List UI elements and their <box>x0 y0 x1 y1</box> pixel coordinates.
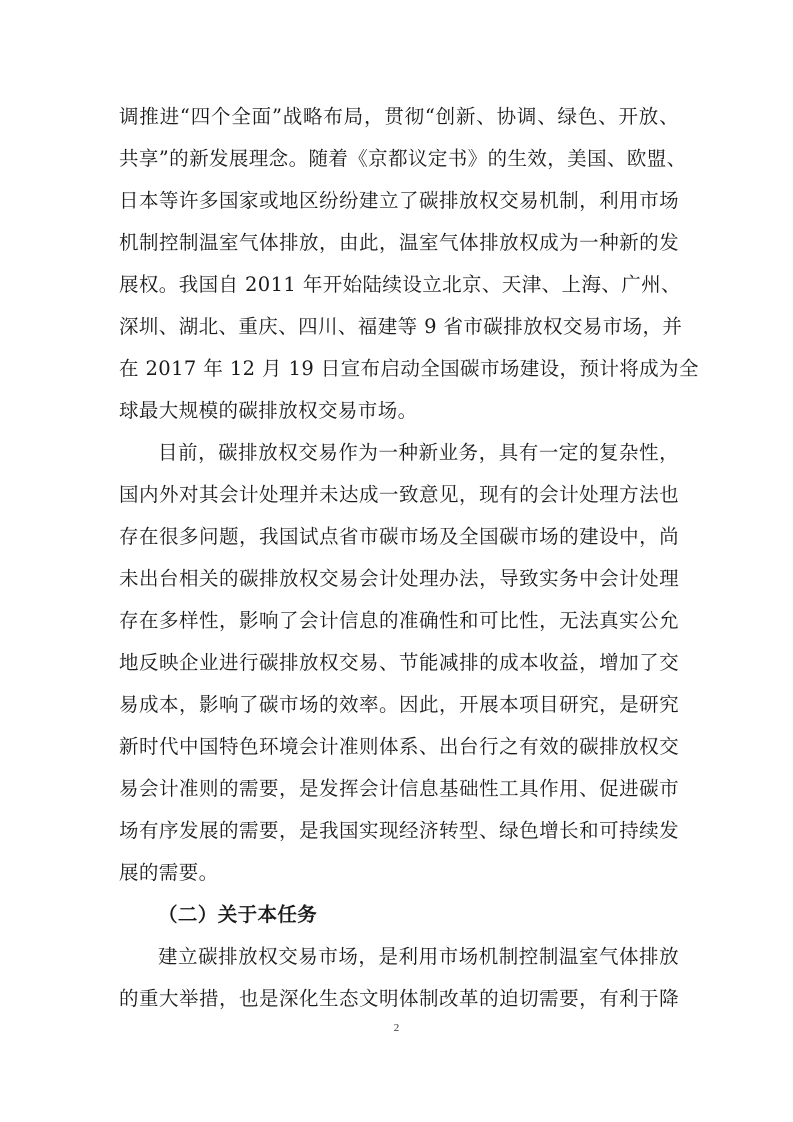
paragraph-line: 易会计准则的需要，是发挥会计信息基础性工具作用、促进碳市 <box>119 777 679 800</box>
paragraph-line: 在 2017 年 12 月 19 日宣布启动全国碳市场建设，预计将成为全 <box>119 357 699 380</box>
paragraph-line: 目前，碳排放权交易作为一种新业务，具有一定的复杂性， <box>158 441 679 464</box>
paragraph-line: 深圳、湖北、重庆、四川、福建等 9 省市碳排放权交易市场，并 <box>119 315 683 338</box>
paragraph-line: 球最大规模的碳排放权交易市场。 <box>119 399 418 422</box>
paragraph-line: 展的需要。 <box>119 861 219 884</box>
section-heading: （二）关于本任务 <box>158 903 318 926</box>
paragraph-line: 的重大举措，也是深化生态文明体制改革的迫切需要，有利于降 <box>119 987 679 1010</box>
paragraph-line: 地反映企业进行碳排放权交易、节能减排的成本收益，增加了交 <box>119 651 679 674</box>
paragraph-line: 日本等许多国家或地区纷纷建立了碳排放权交易机制，利用市场 <box>119 189 679 212</box>
paragraph-line: 建立碳排放权交易市场，是利用市场机制控制温室气体排放 <box>158 945 679 968</box>
paragraph-line: 未出台相关的碳排放权交易会计处理办法，导致实务中会计处理 <box>119 567 679 590</box>
paragraph-line: 存在很多问题，我国试点省市碳市场及全国碳市场的建设中，尚 <box>119 525 679 548</box>
paragraph-line: 易成本，影响了碳市场的效率。因此，开展本项目研究，是研究 <box>119 693 679 716</box>
paragraph-line: 展权。我国自 2011 年开始陆续设立北京、天津、上海、广州、 <box>119 273 681 296</box>
body-text <box>119 96 699 1020</box>
paragraph-line: 存在多样性，影响了会计信息的准确性和可比性，无法真实公允 <box>119 609 679 632</box>
paragraph-line: 场有序发展的需要，是我国实现经济转型、绿色增长和可持续发 <box>119 819 679 842</box>
paragraph-line: 调推进“四个全面”战略布局，贯彻“创新、协调、绿色、开放、 <box>119 105 679 128</box>
paragraph-line: 共享”的新发展理念。随着《京都议定书》的生效，美国、欧盟、 <box>119 147 687 170</box>
page-number: 2 <box>393 1022 400 1034</box>
paragraph-line: 新时代中国特色环境会计准则体系、出台行之有效的碳排放权交 <box>119 735 679 758</box>
paragraph-line: 国内外对其会计处理并未达成一致意见，现有的会计处理方法也 <box>119 483 679 506</box>
paragraph-line: 机制控制温室气体排放，由此，温室气体排放权成为一种新的发 <box>119 231 679 254</box>
